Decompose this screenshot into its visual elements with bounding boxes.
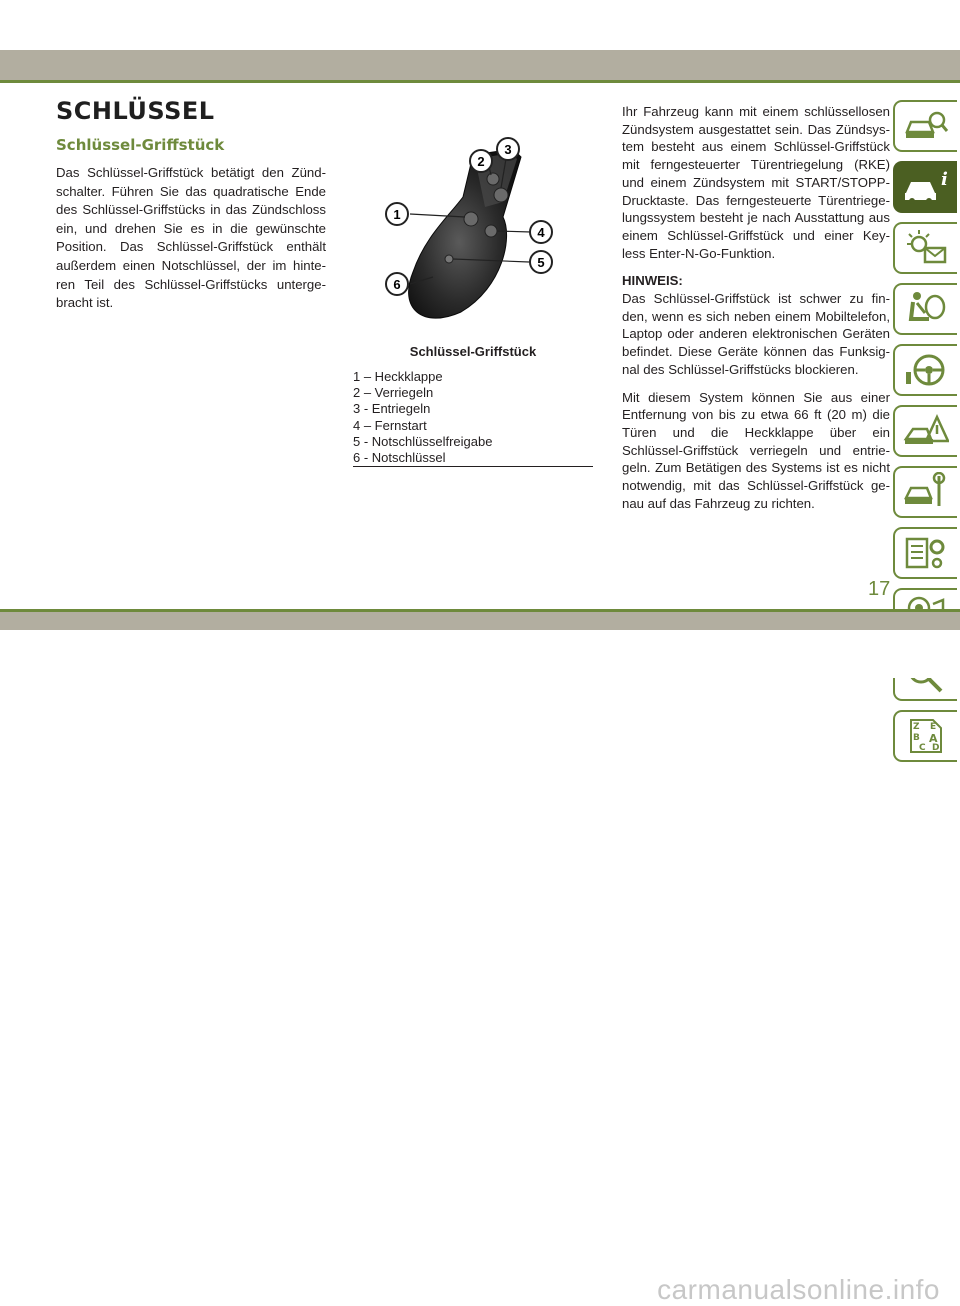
legend-item: 2 – Verriegeln [353, 385, 434, 401]
remote-start-button [485, 225, 497, 237]
right-column [622, 103, 890, 522]
warning-light-icon [903, 228, 949, 268]
specs-gear-icon [903, 533, 949, 573]
svg-text:C: C [919, 743, 926, 753]
tab-safety[interactable] [893, 283, 957, 335]
alphabet-index-icon [903, 716, 949, 756]
section-subtitle: Schlüssel-Griffstück [56, 136, 225, 154]
legend-divider [353, 466, 593, 467]
callout-1: 1 [393, 207, 401, 222]
legend-item: 1 – Heckklappe [353, 369, 443, 384]
top-accent-line [0, 80, 960, 83]
svg-text:D: D [932, 743, 940, 753]
callout-3: 3 [504, 142, 512, 157]
figure-caption: Schlüssel-Griffstück [409, 344, 537, 359]
footer [0, 630, 960, 1305]
figure-legend [353, 369, 593, 466]
key-fob-figure [353, 97, 593, 332]
intro-paragraph: Das Schlüssel-Griffstück betätigt den Zünd-schalter. Führen Sie das quadratische Ende des Schlüssel-Griffstücks in das Zündschloss ein, und drehen Sie es in die gewünschte Position. Das Schlüssel-Griffstück enthält außerdem einen Notschlüssel, der im hinte-ren Teil des Schlüssel-Griffstücks unterge-bracht ist. [56, 165, 326, 311]
svg-text:B: B [913, 733, 920, 743]
callout-2: 2 [477, 154, 485, 169]
svg-text:E: E [930, 722, 937, 732]
unlock-button [494, 188, 508, 202]
tab-maintenance[interactable] [893, 466, 957, 518]
svg-text:Z: Z [913, 722, 920, 732]
watermark-text: carmanualsonline.info [657, 1274, 940, 1305]
callout-4: 4 [537, 225, 545, 240]
range-paragraph: Mit diesem System können Sie aus einer Entfernung von bis zu etwa 66 ft (20 m) die Türen und die Heckklappe über ein Schlüssel-Griffstück verriegeln und entrie-geln. Zum Betätigen des Systems ist es nicht notwendig, mit das Schlüssel-Griffstück ge-nau auf das Fahrzeug zu richten. [622, 389, 890, 511]
car-service-icon [903, 472, 949, 512]
note-heading: HINWEIS: [622, 273, 683, 289]
liftgate-button [464, 212, 478, 226]
page-number: 17 [868, 578, 891, 600]
legend-item: 6 - Notschlüssel [353, 450, 446, 466]
svg-text:A: A [929, 732, 938, 745]
note-text: Das Schlüssel-Griffstück ist schwer zu fin-den, wenn es sich neben einem Mobiltelefon, Laptop oder anderen elektronischen Geräten befindet. Diese Geräte können das Funksig-nal des Schlüssel-Griffstücks blockieren. [622, 291, 890, 377]
release-button [445, 255, 453, 263]
tab-warning-lights[interactable] [893, 222, 957, 274]
car-info-icon [903, 167, 949, 207]
legend-item: 5 - Notschlüsselfreigabe [353, 433, 493, 449]
car-search-icon [903, 106, 949, 146]
steering-wheel-icon [903, 350, 949, 390]
callout-6: 6 [393, 277, 401, 292]
svg-text:i: i [941, 169, 948, 190]
page-title: SCHLÜSSEL [56, 97, 215, 125]
tab-starting-driving[interactable] [893, 344, 957, 396]
legend-item: 4 – Fernstart [353, 417, 427, 433]
tab-emergency[interactable] [893, 405, 957, 457]
tab-car-info[interactable] [893, 161, 957, 213]
key-fob-illustration [353, 97, 593, 332]
top-band [0, 50, 960, 80]
airbag-seat-icon [903, 289, 949, 329]
legend-item: 3 - Entriegeln [353, 401, 431, 417]
car-hazard-icon [903, 411, 949, 451]
lock-button [487, 173, 499, 185]
tab-car-search[interactable] [893, 100, 957, 152]
callout-5: 5 [537, 255, 545, 270]
bottom-band [0, 612, 960, 630]
tab-specifications[interactable] [893, 527, 957, 579]
tab-index[interactable] [893, 710, 957, 762]
note-block [622, 272, 890, 378]
system-paragraph: Ihr Fahrzeug kann mit einem schlüssellosen Zündsystem ausgestattet sein. Das Zündsys-tem besteht aus einem Schlüssel-Griffstück mit ferngesteuerter Türentriegelung (RKE) und einem Zündsystem mit START/STOPP-Drucktaste. Das ferngesteuerte Türentriege-lungssystem besteht je nach Ausstattung aus einem Schlüssel-Griffstück und einer Key-less Enter-N-Go-Funktion. [622, 104, 890, 261]
